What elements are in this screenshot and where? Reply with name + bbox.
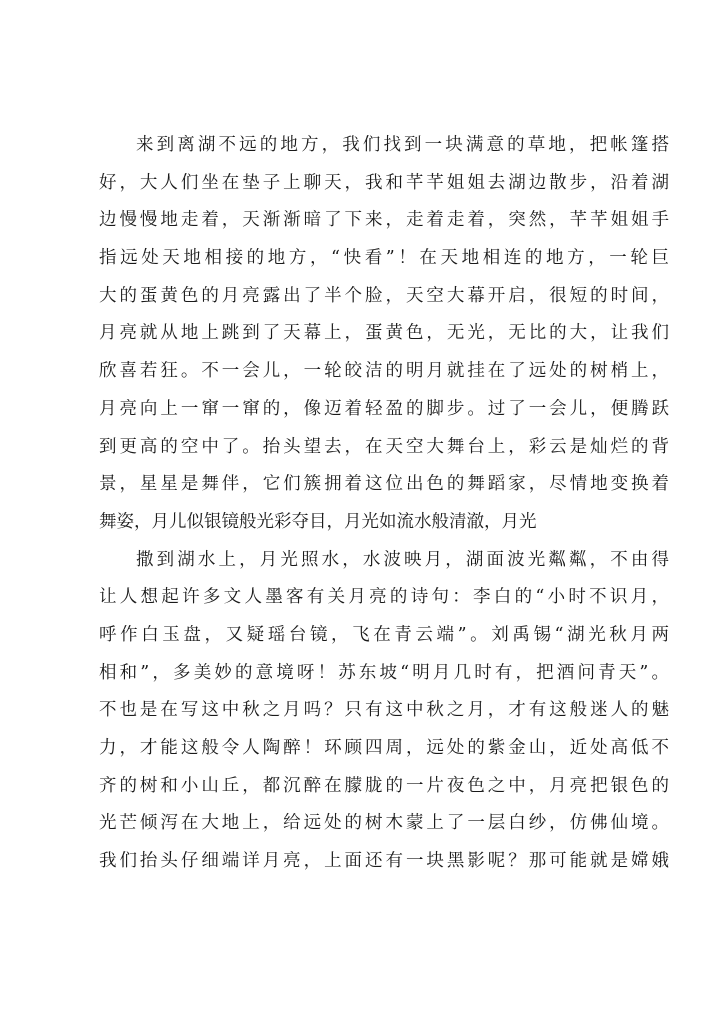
text-line: 光芒倾泻在大地上，给远处的树木蒙上了一层白纱，仿佛仙境。	[99, 813, 669, 834]
text-line: 指远处天地相接的地方，“快看”！在天地相连的地方，一轮巨	[99, 248, 669, 269]
text-line: 撒到湖水上，月光照水，水波映月，湖面波光粼粼，不由得	[136, 549, 669, 570]
text-line: 我们抬头仔细端详月亮，上面还有一块黑影呢？那可能就是嫦娥	[99, 851, 669, 872]
text-line: 让人想起许多文人墨客有关月亮的诗句：李白的“小时不识月，	[99, 587, 669, 608]
text-line: 相和”，多美妙的意境呀！苏东坡“明月几时有，把酒问青天”。	[99, 662, 669, 683]
text-line: 到更高的空中了。抬头望去，在天空大舞台上，彩云是灿烂的背	[99, 436, 669, 457]
text-line: 力，才能这般令人陶醉！环顾四周，远处的紫金山，近处高低不	[99, 738, 669, 758]
text-line: 月亮向上一窜一窜的，像迈着轻盈的脚步。过了一会儿，便腾跃	[99, 398, 669, 419]
document-body	[99, 127, 669, 881]
paragraph-1	[99, 127, 669, 542]
text-line: 不也是在写这中秋之月吗？只有这中秋之月，才有这般迷人的魅	[99, 700, 669, 721]
text-line: 边慢慢地走着，天渐渐暗了下来，走着走着，突然，芊芊姐姐手	[99, 210, 669, 231]
text-line: 月亮就从地上跳到了天幕上，蛋黄色，无光，无比的大，让我们	[99, 323, 669, 344]
text-line: 舞姿，月儿似银镜般光彩夺目，月光如流水般清澈，月光	[99, 511, 537, 532]
text-line: 景，星星是舞伴，它们簇拥着这位出色的舞蹈家，尽情地变换着	[99, 474, 669, 495]
text-line: 来到离湖不远的地方，我们找到一块满意的草地，把帐篷搭	[136, 135, 669, 155]
text-line: 好，大人们坐在垫子上聊天，我和芊芊姐姐去湖边散步，沿着湖	[99, 172, 669, 193]
text-line: 欣喜若狂。不一会儿，一轮皎洁的明月就挂在了远处的树梢上，	[99, 361, 669, 382]
text-line: 齐的树和小山丘，都沉醉在朦胧的一片夜色之中，月亮把银色的	[99, 775, 669, 796]
paragraph-2	[99, 542, 669, 881]
text-line: 大的蛋黄色的月亮露出了半个脸，天空大幕开启，很短的时间，	[99, 285, 669, 306]
text-line: 呼作白玉盘，又疑瑶台镜，飞在青云端”。刘禹锡“湖光秋月两	[99, 624, 669, 645]
